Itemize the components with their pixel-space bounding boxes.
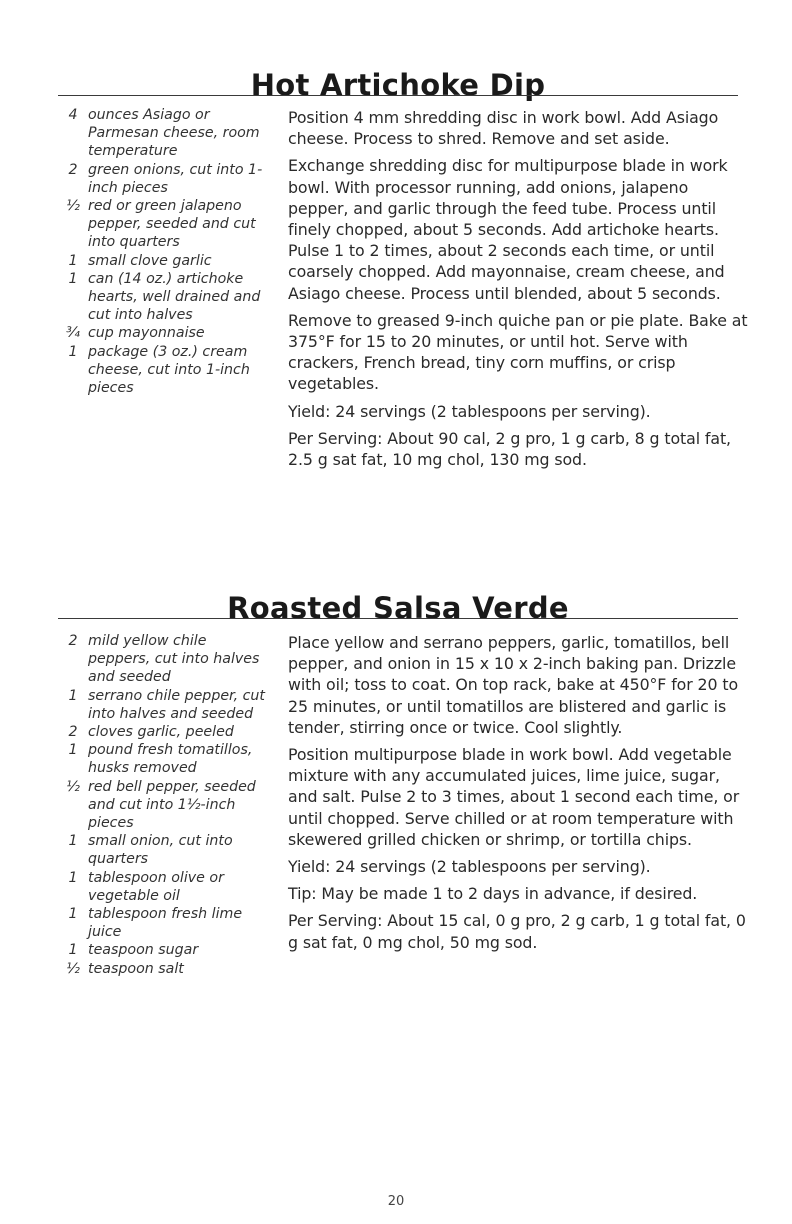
ingredient-quantity: 1 — [68, 343, 78, 360]
ingredient-item — [58, 252, 268, 270]
ingredient-item — [58, 270, 268, 325]
ingredient-item — [58, 324, 268, 342]
ingredient-quantity: 1 — [68, 252, 78, 269]
ingredient-quantity: 2 — [68, 724, 78, 741]
ingredient-quantity: 4 — [68, 107, 78, 123]
ingredient-text: teaspoon salt — [88, 960, 184, 977]
direction-paragraph: Tip: May be made 1 to 2 days in advance, if desired. — [288, 884, 698, 904]
ingredient-item — [58, 687, 268, 723]
ingredient-item — [58, 869, 268, 905]
ingredient-text: teaspoon sugar — [88, 942, 199, 959]
ingredient-text: can (14 oz.) artichoke hearts, well drained and cut into halves — [88, 270, 261, 324]
direction-paragraph: Position 4 mm shredding disc in work bowl. Add Asiago cheese. Process to shred. Remove and set aside. — [288, 108, 719, 149]
direction-paragraph: Per Serving: About 15 cal, 0 g pro, 2 g carb, 1 g total fat, 0 g sat fat, 0 mg chol, 50 mg sod. — [288, 911, 746, 952]
ingredient-quantity: ½ — [66, 960, 80, 977]
ingredient-quantity: 2 — [68, 633, 78, 649]
ingredient-item — [58, 197, 268, 252]
page-number: 20 — [387, 1194, 405, 1209]
ingredient-quantity: 1 — [68, 742, 78, 759]
ingredient-item — [58, 343, 268, 398]
ingredient-quantity: 1 — [68, 687, 78, 704]
title-divider — [58, 618, 738, 619]
direction-paragraph: Exchange shredding disc for multipurpose blade in work bowl. With processor running, add onions, jalapeno pepper, and garlic through the feed tube. Process until finely chopped, about 5 seconds. Add artichoke hearts. Pulse 1 to 2 times, about 2 seconds each time, or until coarsely chopped. Add mayonnaise, cream cheese, and Asiago cheese. Process until blended, about 5 seconds. — [288, 156, 728, 303]
ingredient-text: cup mayonnaise — [88, 325, 205, 342]
ingredient-text: red bell pepper, seeded and cut into 1½-inch pieces — [88, 778, 256, 832]
ingredient-item — [58, 960, 268, 978]
ingredient-quantity: 1 — [68, 906, 78, 923]
directions — [288, 632, 748, 959]
title-divider — [58, 95, 738, 96]
ingredient-quantity: 2 — [68, 161, 78, 178]
ingredient-quantity: ½ — [66, 198, 80, 215]
direction-paragraph: Yield: 24 servings (2 tablespoons per serving). — [288, 857, 651, 877]
ingredient-quantity: 1 — [68, 942, 78, 959]
directions — [288, 107, 748, 476]
ingredient-text: pound fresh tomatillos, husks removed — [88, 742, 253, 777]
ingredient-text: green onions, cut into 1-inch pieces — [88, 161, 263, 196]
ingredient-quantity: ½ — [66, 778, 80, 795]
ingredient-text: ounces Asiago or Parmesan cheese, room temperature — [88, 107, 260, 160]
ingredient-text: small clove garlic — [88, 252, 212, 269]
direction-paragraph: Yield: 24 servings (2 tablespoons per serving). — [288, 401, 651, 421]
ingredient-list — [58, 106, 268, 397]
ingredient-quantity: 1 — [68, 833, 78, 850]
ingredient-text: package (3 oz.) cream cheese, cut into 1-inch pieces — [88, 343, 250, 397]
direction-paragraph: Place yellow and serrano peppers, garlic, tomatillos, bell pepper, and onion in 15 x 10 x 2-inch baking pan. Drizzle with oil; toss to coat. On top rack, bake at 450°F for 20 to 25 minutes, or until tomatillos are blistered and garlic is tender, stirring once or twice. Cool slightly. — [288, 633, 739, 737]
direction-paragraph: Position multipurpose blade in work bowl. Add vegetable mixture with any accumulated juices, lime juice, sugar, and salt. Pulse 2 to 3 times, about 1 second each time, or until chopped. Serve chilled or at room temperature with skewered grilled chicken or shrimp, or tortilla chips. — [288, 745, 740, 849]
ingredient-text: red or green jalapeno pepper, seeded and cut into quarters — [88, 198, 256, 251]
ingredient-item — [58, 723, 268, 741]
ingredient-list — [58, 632, 268, 978]
ingredient-item — [58, 106, 268, 161]
ingredient-item — [58, 778, 268, 833]
recipe-title-hot-artichoke-dip: Hot Artichoke Dip — [250, 68, 546, 103]
ingredient-item — [58, 632, 268, 687]
ingredient-item — [58, 161, 268, 197]
ingredient-item — [58, 832, 268, 868]
direction-paragraph: Remove to greased 9-inch quiche pan or pie plate. Bake at 375°F for 15 to 20 minutes, or until hot. Serve with crackers, French bread, tiny corn muffins, or crisp vegetables. — [288, 310, 748, 394]
ingredient-text: tablespoon olive or vegetable oil — [88, 869, 224, 904]
ingredient-text: small onion, cut into quarters — [88, 833, 233, 868]
ingredient-item — [58, 741, 268, 777]
ingredient-item — [58, 905, 268, 941]
direction-paragraph: Per Serving: About 90 cal, 2 g pro, 1 g carb, 8 g total fat, 2.5 g sat fat, 10 mg chol, 130 mg sod. — [288, 428, 731, 470]
ingredient-quantity: ¾ — [66, 325, 80, 342]
ingredient-item — [58, 941, 268, 959]
ingredient-quantity: 1 — [68, 270, 78, 287]
ingredient-text: mild yellow chile peppers, cut into halves and seeded — [88, 633, 260, 686]
recipe-title-roasted-salsa-verde: Roasted Salsa Verde — [227, 591, 569, 626]
ingredient-text: cloves garlic, peeled — [88, 724, 234, 741]
ingredient-quantity: 1 — [68, 869, 78, 886]
ingredient-text: tablespoon fresh lime juice — [88, 906, 243, 941]
ingredient-text: serrano chile pepper, cut into halves and seeded — [88, 687, 265, 722]
